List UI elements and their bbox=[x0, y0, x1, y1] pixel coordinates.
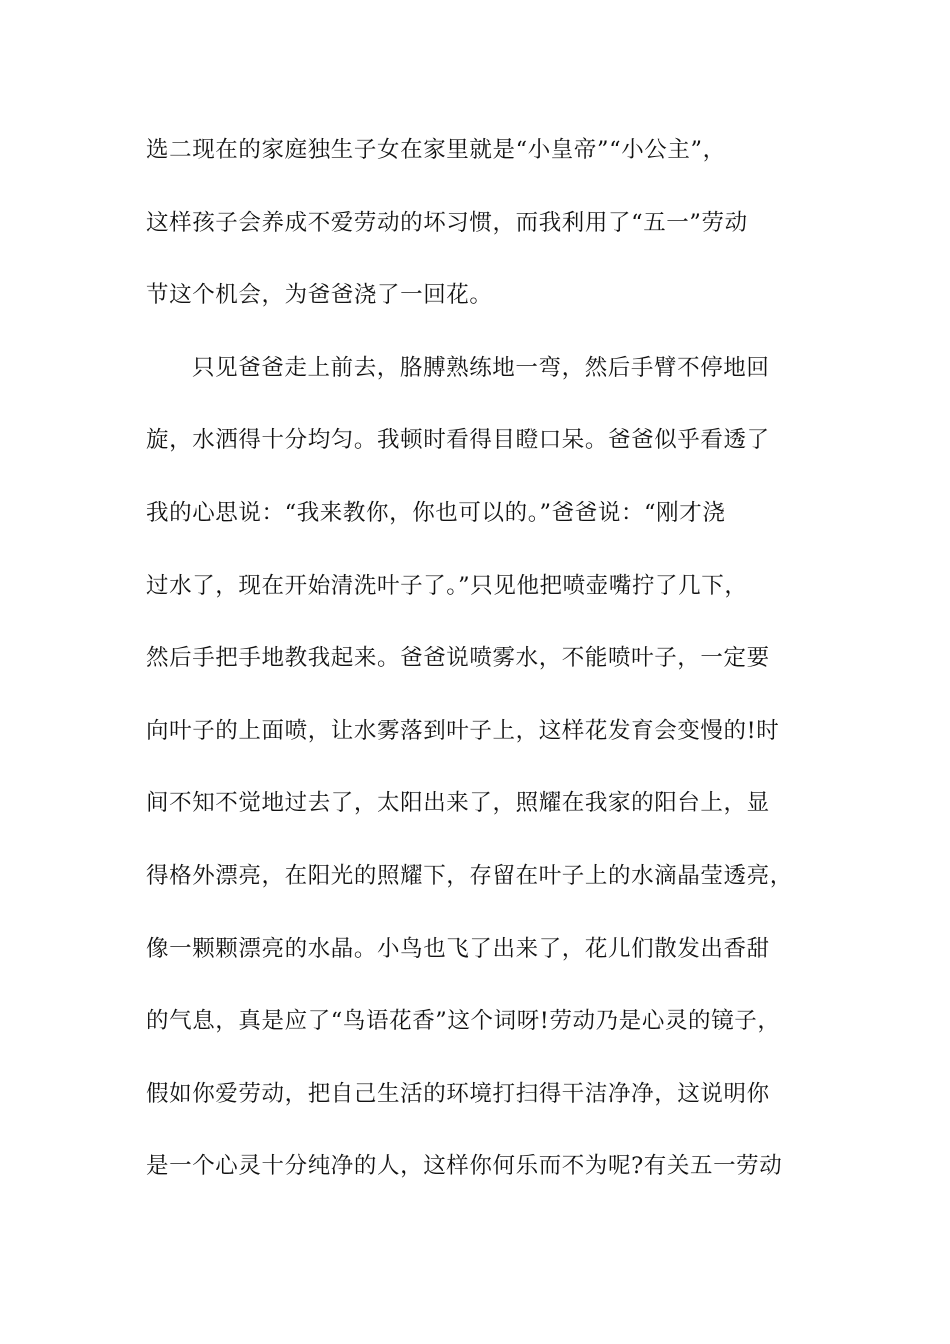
paragraph-first-line: 只见爸爸走上前去，胳膊熟练地一弯，然后手臂不停地回 bbox=[192, 354, 770, 381]
text-line: 旋，水洒得十分均匀。我顿时看得目瞪口呆。爸爸似乎看透了 bbox=[146, 427, 770, 454]
text-line: 像一颗颗漂亮的水晶。小鸟也飞了出来了，花儿们散发出香甜 bbox=[146, 935, 770, 962]
essay-text bbox=[146, 128, 826, 1217]
text-line: 间不知不觉地过去了，太阳出来了，照耀在我家的阳台上，显 bbox=[146, 790, 770, 817]
text-line: 向叶子的上面喷，让水雾落到叶子上，这样花发育会变慢的!时 bbox=[146, 717, 780, 744]
text-line: 的气息，真是应了“鸟语花香”这个词呀!劳动乃是心灵的镜子， bbox=[146, 1008, 781, 1035]
text-line: 选二现在的家庭独生子女在家里就是“小皇帝”“小公主”， bbox=[146, 137, 726, 163]
text-line: 是一个心灵十分纯净的人，这样你何乐而不为呢?有关五一劳动 bbox=[146, 1153, 783, 1180]
text-line: 节这个机会，为爸爸浇了一回花。 bbox=[146, 282, 493, 309]
text-line: 这样孩子会养成不爱劳动的坏习惯，而我利用了“五一”劳动 bbox=[146, 209, 748, 236]
text-line: 假如你爱劳动，把自己生活的环境打扫得干洁净净，这说明你 bbox=[146, 1080, 770, 1107]
text-line: 然后手把手地教我起来。爸爸说喷雾水，不能喷叶子，一定要 bbox=[146, 645, 770, 672]
text-line: 得格外漂亮，在阳光的照耀下，存留在叶子上的水滴晶莹透亮， bbox=[146, 862, 793, 889]
text-line: 过水了，现在开始清洗叶子了。”只见他把喷壶嘴拧了几下， bbox=[146, 572, 748, 599]
text-line: 我的心思说：“我来教你，你也可以的。”爸爸说：“刚才浇 bbox=[146, 499, 726, 526]
